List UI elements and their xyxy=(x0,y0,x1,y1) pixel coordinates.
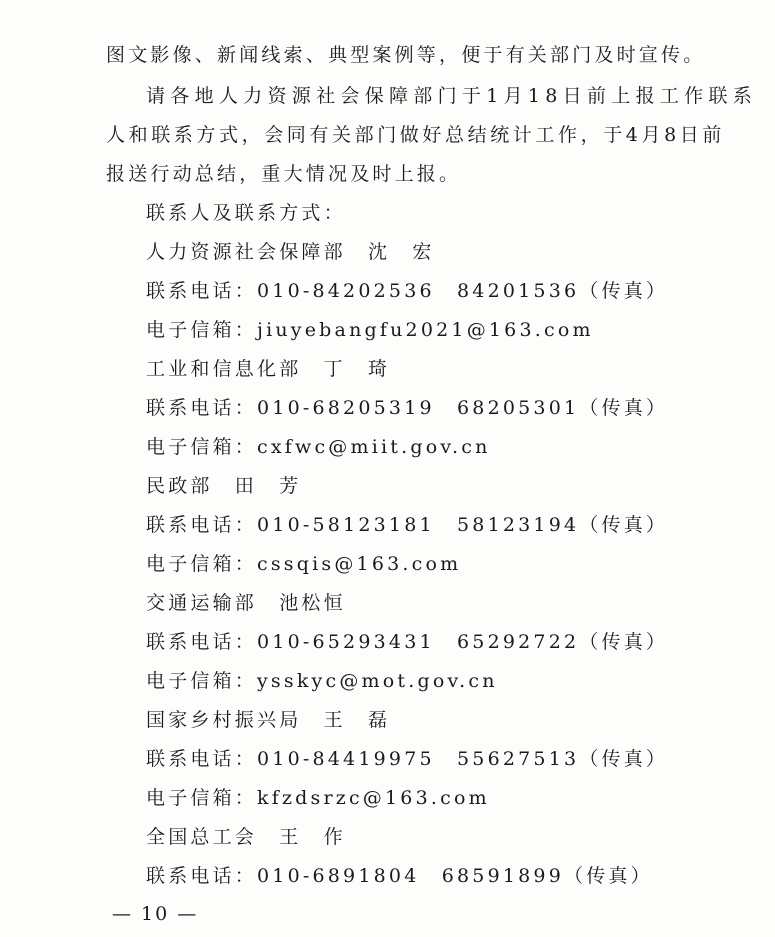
contact-phone: 联系电话：010-65293431 65292722（传真） xyxy=(146,631,669,653)
contact-org-person: 交通运输部 池松恒 xyxy=(146,592,346,614)
paragraph-line: 报送行动总结，重大情况及时上报。 xyxy=(106,163,462,185)
contact-org-person: 人力资源社会保障部 沈 宏 xyxy=(146,241,435,263)
contact-phone: 联系电话：010-84202536 84201536（传真） xyxy=(146,280,669,302)
contact-email: 电子信箱：jiuyebangfu2021@163.com xyxy=(146,319,594,341)
contact-org-person: 工业和信息化部 丁 琦 xyxy=(146,358,391,380)
contact-phone: 联系电话：010-6891804 68591899（传真） xyxy=(146,865,653,887)
contacts-heading: 联系人及联系方式： xyxy=(146,202,346,224)
paragraph-line: 请各地人力资源社会保障部门于1月18日前上报工作联系 xyxy=(146,85,758,107)
contact-org-person: 国家乡村振兴局 王 磊 xyxy=(146,709,391,731)
paragraph-line: 人和联系方式，会同有关部门做好总结统计工作，于4月8日前 xyxy=(106,124,725,146)
contact-phone: 联系电话：010-84419975 55627513（传真） xyxy=(146,748,669,770)
contact-phone: 联系电话：010-58123181 58123194（传真） xyxy=(146,514,669,536)
contact-phone: 联系电话：010-68205319 68205301（传真） xyxy=(146,397,669,419)
paragraph-line: 图文影像、新闻线索、典型案例等，便于有关部门及时宣传。 xyxy=(106,44,706,66)
contact-org-person: 全国总工会 王 作 xyxy=(146,826,346,848)
contact-email: 电子信箱：kfzdsrzc@163.com xyxy=(146,787,490,809)
page-number: — 10 — xyxy=(112,903,199,925)
contact-org-person: 民政部 田 芳 xyxy=(146,475,302,497)
contact-email: 电子信箱：cxfwc@miit.gov.cn xyxy=(146,436,491,458)
contact-email: 电子信箱：ysskyc@mot.gov.cn xyxy=(146,670,498,692)
contact-email: 电子信箱：cssqis@163.com xyxy=(146,553,462,575)
